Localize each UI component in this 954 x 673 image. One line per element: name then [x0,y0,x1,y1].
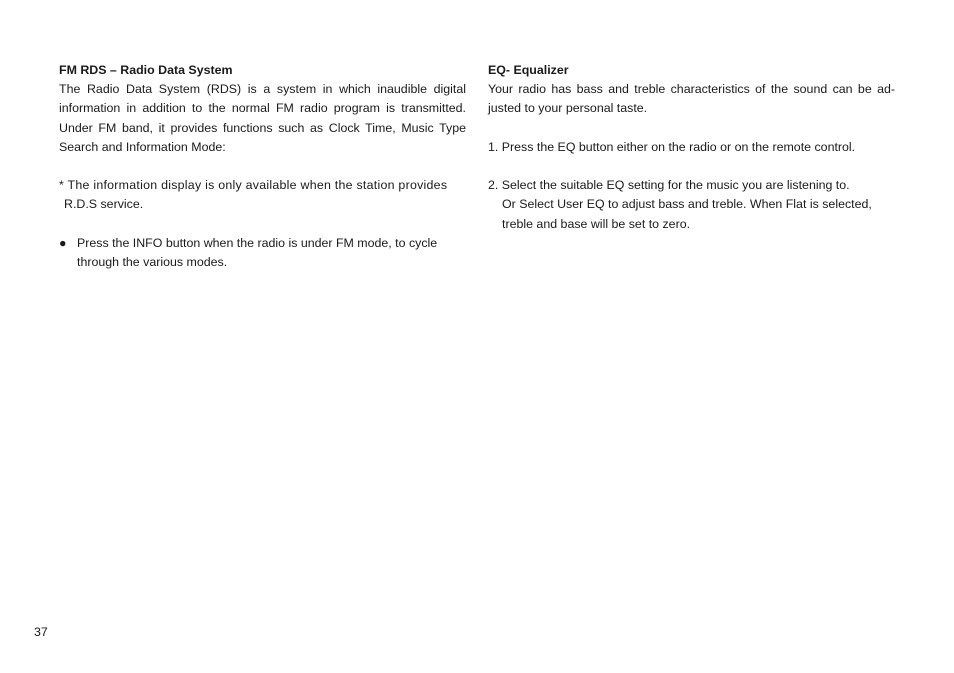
eq-section [488,61,895,234]
rds-note-line-1: * The information display is only available when the station provides [59,178,448,193]
spacer [59,157,466,176]
eq-step-2-cont-line-2: treble and base will be set to zero. [502,216,691,231]
bullet-icon: ● [59,235,67,250]
spacer [488,119,895,138]
eq-step-2-cont-line-1: Or Select User EQ to adjust bass and treble. When Flat is selected, [502,197,872,212]
rds-intro: The Radio Data System (RDS) is a system in which inaudible digital information in addition to the normal FM radio program is transmitted. Under FM band, it provides functions such as Clock Time, Music Type Search and Information Mode: [59,82,466,154]
eq-heading: EQ- Equalizer [488,63,569,77]
rds-bullet-line-2: through the various modes. [77,255,228,269]
rds-bullet-line-1: Press the INFO button when the radio is under FM mode, to cycle [77,235,438,250]
rds-heading: FM RDS – Radio Data System [59,63,233,77]
rds-bullet-text [77,234,466,272]
eq-step-2: 2. Select the suitable EQ setting for the music you are listening to. [488,178,850,193]
spacer [488,157,895,176]
spacer [59,215,466,234]
eq-step-1: 1. Press the EQ button either on the radio or on the remote control. [488,139,856,154]
eq-intro: Your radio has bass and treble characteristics of the sound can be ad-justed to your personal taste. [488,82,895,116]
rds-note-line-2: R.D.S service. [64,197,144,212]
rds-bullet-item [59,234,466,272]
rds-section [59,61,466,272]
page-number: 37 [34,625,48,639]
